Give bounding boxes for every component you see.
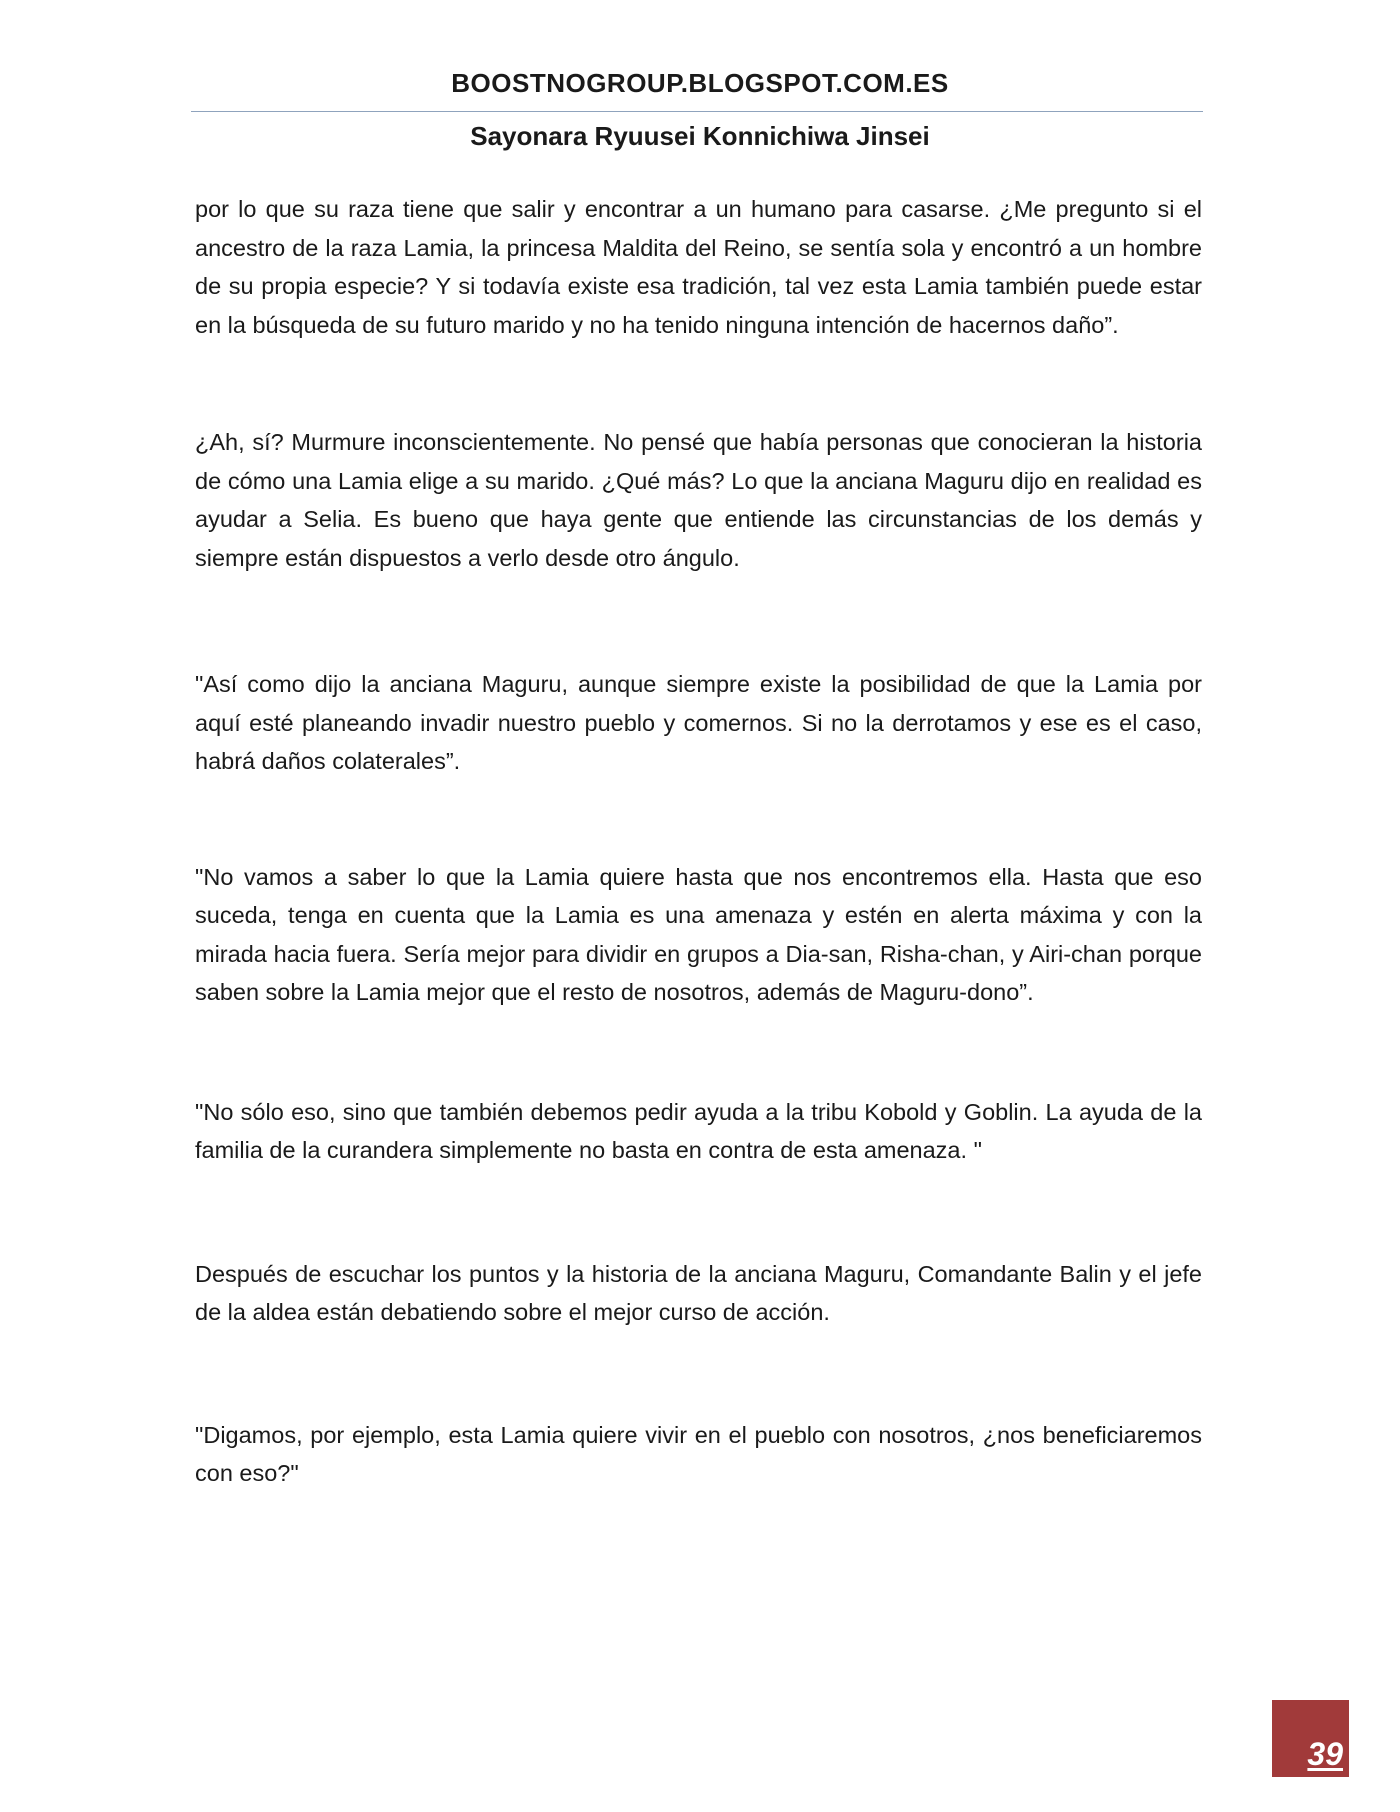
page-number-box [1272,1700,1349,1777]
paragraph: Después de escuchar los puntos y la historia de la anciana Maguru, Comandante Balin y el jefe de la aldea están debatiendo sobre el mejor curso de acción. [195,1260,1202,1325]
paragraph: "No sólo eso, sino que también debemos pedir ayuda a la tribu Kobold y Goblin. La ayuda de la familia de la curandera simplemente no basta en contra de esta amenaza. " [195,1098,1202,1163]
header-divider [191,111,1203,112]
paragraph: "Digamos, por ejemplo, esta Lamia quiere vivir en el pueblo con nosotros, ¿nos beneficiaremos con eso?" [195,1421,1202,1486]
paragraph: "No vamos a saber lo que la Lamia quiere hasta que nos encontremos ella. Hasta que eso suceda, tenga en cuenta que la Lamia es una amenaza y estén en alerta máxima y con la mirada hacia fuera. Sería mejor para dividir en grupos a Dia-san, Risha-chan, y Airi-chan porque saben sobre la Lamia mejor que el resto de nosotros, además de Maguru-dono”. [195,863,1202,1005]
paragraph: "Así como dijo la anciana Maguru, aunque siempre existe la posibilidad de que la Lamia por aquí esté planeando invadir nuestro pueblo y comernos. Si no la derrotamos y ese es el caso, habrá daños colaterales”. [195,671,1202,774]
page-content [195,190,1202,1493]
paragraph: ¿Ah, sí? Murmure inconscientemente. No pensé que había personas que conocieran la historia de cómo una Lamia elige a su marido. ¿Qué más? Lo que la anciana Maguru dijo en realidad es ayudar a Selia. Es bueno que haya gente que entiende las circunstancias de los demás y siempre están dispuestos a verlo desde otro ángulo. [195,429,1202,571]
header-site-name: BOOSTNOGROUP.BLOGSPOT.COM.ES [451,68,949,98]
page-number: 39 [1307,1736,1343,1772]
paragraph: por lo que su raza tiene que salir y encontrar a un humano para casarse. ¿Me pregunto si el ancestro de la raza Lamia, la princesa Maldita del Reino, se sentía sola y encontró a un hombre de su propia especie? Y si todavía existe esa tradición, tal vez esta Lamia también puede estar en la búsqueda de su futuro marido y no ha tenido ninguna intención de hacernos daño”. [195,196,1202,338]
book-title: Sayonara Ryuusei Konnichiwa Jinsei [470,121,930,151]
